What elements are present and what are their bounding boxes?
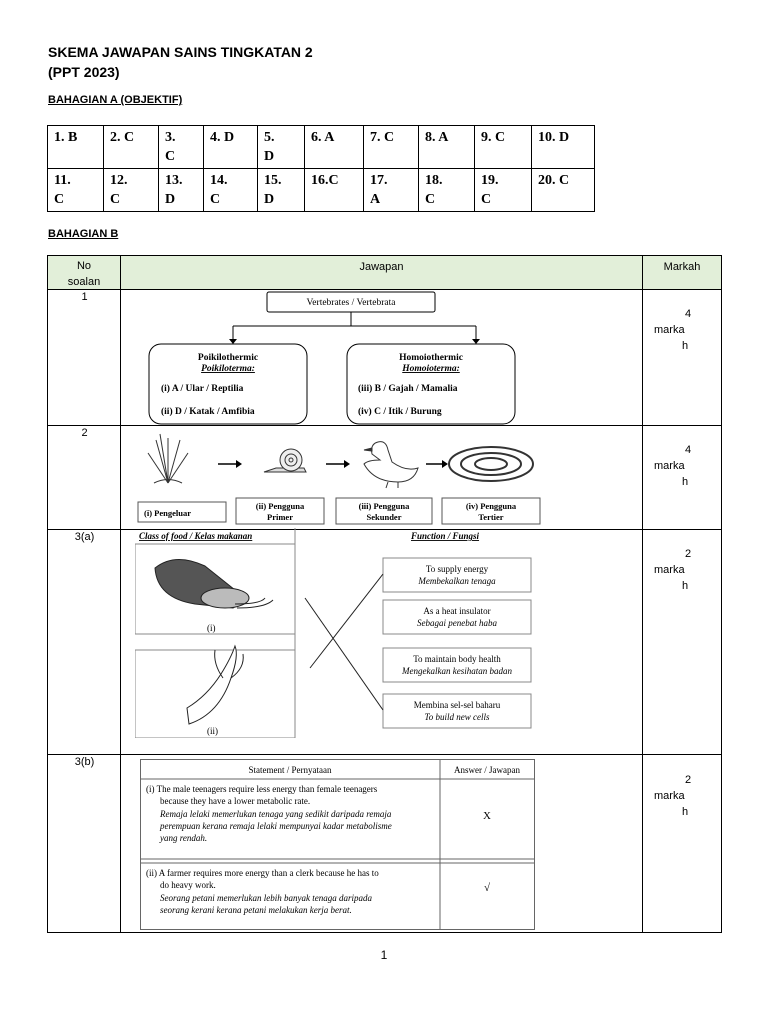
answer-cell: 12. C: [104, 169, 159, 212]
answer-2: √: [483, 882, 491, 894]
homoioterma-title: Homoioterma:: [402, 364, 460, 374]
function-4: Membina sel-sel baharu: [413, 700, 501, 710]
function-header: Function / Fungsi: [411, 531, 480, 541]
meat-ham-icon: [155, 559, 273, 608]
paddy-plant-icon: [148, 434, 188, 483]
function-4-malay: To build new cells: [424, 712, 490, 722]
vertebrata-label: Vertebrates / Vertebrata: [306, 298, 396, 308]
banana-icon: [187, 646, 243, 724]
objective-answer-table: [47, 125, 595, 212]
tertiary-consumer-label: (iv) Pengguna: [465, 501, 517, 511]
document-title: [48, 42, 313, 82]
function-1-malay: Membekalkan tenaga: [418, 576, 496, 586]
answer-cell: 6. A: [305, 126, 364, 169]
function-3-malay: Mengekalkan kesihatan badan: [402, 666, 512, 676]
header-markah: Markah: [663, 261, 701, 273]
function-2-malay: Sebagai penebat haba: [417, 618, 497, 628]
answer-cell: 19. C: [475, 169, 532, 212]
food-class-matching-diagram: [135, 528, 535, 738]
producer-label: (i) Pengeluar: [144, 508, 191, 518]
function-3: To maintain body health: [413, 654, 501, 664]
duck-icon: [364, 442, 418, 488]
class-of-food-header: Class of food / Kelas makanan: [139, 531, 253, 541]
match-line: [305, 598, 383, 710]
vertebrate-classification-diagram: [121, 290, 641, 425]
answer-cell: 17. A: [364, 169, 419, 212]
picture-label-i: (i): [207, 623, 216, 633]
statement-1: (i) The male teenagers require less energy than female teenagers: [146, 784, 378, 794]
objective-row-2: [48, 169, 595, 212]
answer-cell: 16.C: [305, 169, 364, 212]
page-number: 1: [380, 948, 388, 962]
answer-cell: 8. A: [419, 126, 475, 169]
poikilotherm-title: Poikilothermic: [197, 353, 259, 363]
objective-row-1: [48, 126, 595, 169]
marks-cell: 2 marka h: [654, 774, 692, 818]
marks-cell: 4 marka h: [654, 308, 692, 352]
answer-cell: 15. D: [258, 169, 305, 212]
answer-cell: 2. C: [104, 126, 159, 169]
title-line-2: (PPT 2023): [48, 64, 120, 80]
statement-answer-table: [140, 759, 538, 931]
question-number: 2: [81, 427, 88, 439]
statement-1-malay-2: perempuan kerana remaja lelaki mempunyai kadar metabolisme: [160, 821, 392, 831]
answer-cell: 10. D: [532, 126, 595, 169]
header-no-soalan: No soalan: [67, 260, 101, 288]
answer-cell: 3. C: [159, 126, 204, 169]
section-b-heading: BAHAGIAN B: [48, 228, 119, 240]
row-divider: [48, 425, 721, 426]
secondary-consumer-label: (iii) Pengguna: [358, 501, 410, 511]
statement-2-line-2: do heavy work.: [160, 880, 216, 890]
arrow-icon: [326, 460, 350, 468]
header-jawapan: Jawapan: [359, 261, 404, 273]
statement-1-malay-3: yang rendah.: [160, 833, 208, 843]
statement-2-malay-2: seorang kerani kerana petani melakukan kerja berat.: [160, 905, 352, 915]
snake-icon: [449, 447, 533, 481]
question-number: 1: [81, 291, 88, 303]
tertiary-consumer-label-2: Tertier: [478, 512, 504, 522]
statement-1-malay: Remaja lelaki memerlukan tenaga yang sedikit daripada remaja: [160, 809, 392, 819]
answer-1: X: [483, 810, 491, 822]
answer-cell: 1. B: [48, 126, 104, 169]
function-1: To supply energy: [425, 564, 489, 574]
statement-header: Statement / Pernyataan: [248, 765, 332, 775]
arrow-icon: [426, 460, 448, 468]
answer-cell: 4. D: [204, 126, 258, 169]
statement-2-malay: Seorang petani memerlukan lebih banyak tenaga daripada: [160, 893, 372, 903]
function-2: As a heat insulator: [423, 606, 491, 616]
primary-consumer-label: (ii) Pengguna: [255, 501, 305, 511]
picture-label-ii: (ii): [207, 726, 218, 736]
row-divider: [48, 754, 721, 755]
secondary-consumer-label-2: Sekunder: [366, 512, 402, 522]
food-chain-diagram: [136, 428, 546, 528]
marks-cell: 4 marka h: [654, 444, 692, 488]
statement-2: (ii) A farmer requires more energy than a clerk because he has to: [146, 868, 379, 878]
primary-consumer-label-2: Primer: [267, 512, 293, 522]
answer-header: Answer / Jawapan: [454, 765, 520, 775]
answer-cell: 11. C: [48, 169, 104, 212]
column-divider: [642, 256, 643, 932]
poikiloterma-title: Poikiloterma:: [201, 364, 255, 374]
answer-cell: 5. D: [258, 126, 305, 169]
answer-cell: 13. D: [159, 169, 204, 212]
answer-ii: (ii) D / Katak / Amfibia: [161, 407, 255, 417]
homoiotherm-title: Homoiothermic: [399, 353, 463, 363]
answer-iii: (iii) B / Gajah / Mamalia: [358, 384, 458, 394]
snail-icon: [264, 449, 306, 472]
marks-cell: 2 marka h: [654, 548, 692, 592]
section-b-table: [47, 255, 722, 933]
answer-i: (i) A / Ular / Reptilia: [161, 384, 244, 394]
answer-cell: 18. C: [419, 169, 475, 212]
question-number: 3(a): [74, 531, 95, 543]
answer-cell: 9. C: [475, 126, 532, 169]
title-line-1: SKEMA JAWAPAN SAINS TINGKATAN 2: [48, 44, 313, 60]
answer-iv: (iv) C / Itik / Burung: [358, 407, 442, 417]
arrow-icon: [218, 460, 242, 468]
answer-cell: 20. C: [532, 169, 595, 212]
question-number: 3(b): [74, 756, 95, 768]
answer-cell: 7. C: [364, 126, 419, 169]
answer-cell: 14. C: [204, 169, 258, 212]
statement-1-line-2: because they have a lower metabolic rate.: [160, 796, 311, 806]
section-a-heading: BAHAGIAN A (OBJEKTIF): [48, 94, 183, 106]
